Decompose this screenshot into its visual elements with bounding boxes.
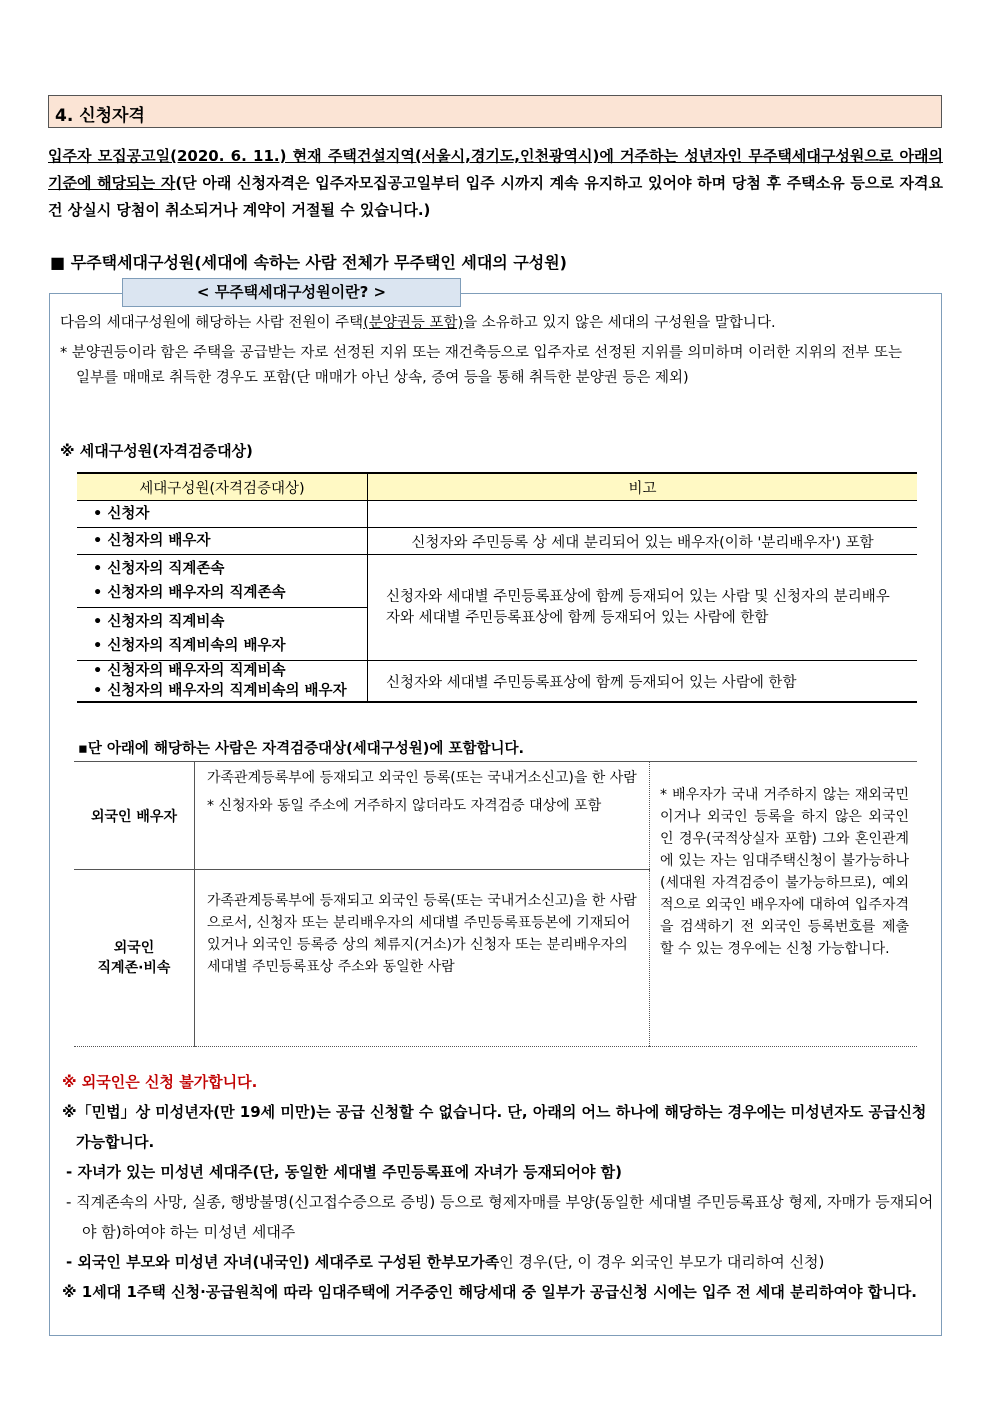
note-minor: ※「민법」상 미성년자(만 19세 미만)는 공급 신청할 수 없습니다. 단, 아래의 어느 하나에 해당하는 경우에는 미성년자도 공급신청 가능합니다. [62, 1103, 927, 1151]
household-table [77, 472, 917, 703]
table-row: • 신청자의 배우자의 직계비속 • 신청자의 배우자의 직계비속의 배우자 신청자와 세대별 주민등록표상에 함께 등재되어 있는 사람에 한함 [77, 661, 917, 703]
subheading [50, 250, 567, 273]
header-members: 세대구성원(자격검증대상) [77, 473, 368, 501]
definition-text: 다음의 세대구성원에 해당하는 사람 전원이 주택(분양권등 포함)을 소유하고 있지 않은 세대의 구성원을 말합니다. [60, 315, 776, 331]
note-foreigner: ※ 외국인은 신청 불가합니다. [62, 1073, 258, 1091]
section-title-bar [48, 95, 942, 128]
square-bullet-icon: ■ [50, 253, 66, 272]
note-case1: - 자녀가 있는 미성년 세대주(단, 동일한 세대별 주민등록표에 자녀가 등재되어야 함) [66, 1163, 623, 1181]
note-one-house: ※ 1세대 1주택 신청·공급원칙에 따라 임대주택에 거주중인 해당세대 중 일부가 공급신청 시에는 입주 전 세대 분리하여야 합니다. [62, 1283, 917, 1301]
table-row: • 신청자의 배우자 신청자와 주민등록 상 세대 분리되어 있는 배우자(이하 '분리배우자') 포함 [77, 528, 917, 555]
table-row: 외국인 배우자 가족관계등록부에 등재되고 외국인 등록(또는 국내거소신고)을 한 사람 * 신청자와 동일 주소에 거주하지 않더라도 자격검증 대상에 포함 * 배우자가 국내 거주하지 않는 재외국민이거나 외국인 등록을 하지 않은 외국인인 경우(국적상실자 포함) 그와 혼인관계에 있는 자는 임대주택신청이 불가능하나(세대원 자격검증이 불가능하므로), 예외적으로 외국인 배우자에 대하여 입주자격을 검색하기 전 외국인 등록번호를 제출할 수 있는 경우에는 신청 가능합니다. [74, 762, 917, 870]
household-title: ※ 세대구성원(자격검증대상) [60, 442, 253, 460]
intro-paragraph [48, 143, 943, 224]
table-row: 외국인 직계존·비속 가족관계등록부에 등재되고 외국인 등록(또는 국내거소신고)을 한 사람으로서, 신청자 또는 분리배우자의 세대별 주민등록표등본에 기재되어 있거나 외국인 등록증 상의 체류지(거소)가 신청자 또는 분리배우자의 세대별 주민등록표상 주소와 동일한 사람 [74, 870, 917, 1047]
table-row: • 신청자의 직계비속 • 신청자의 직계비속의 배우자 [77, 608, 917, 661]
table-row: • 신청자의 직계존속 • 신청자의 배우자의 직계존속 신청자와 세대별 주민등록표상에 함께 등재되어 있는 사람 및 신청자의 분리배우자와 세대별 주민등록표상에 함께 등재되어 있는 사람에 한함 [77, 555, 917, 608]
subheading-title: 무주택세대구성원 [70, 253, 195, 272]
presale-rights-underline: (분양권등 포함) [363, 315, 464, 331]
table-header [77, 473, 917, 501]
header-note: 비고 [368, 473, 918, 501]
subheading-desc: (세대에 속하는 사람 전체가 무주택인 세대의 구성원) [194, 253, 567, 272]
intro-condition: (단 아래 신청자격은 입주자모집공고일부터 입주 시까지 계속 유지하고 있어야 하며 당첨 후 주택소유 등으로 자격요건 상실시 당첨이 취소되거나 계약이 거절될 수 있습니다.) [48, 174, 943, 219]
notes-block [62, 1067, 934, 1307]
table-row: • 신청자 [77, 501, 917, 528]
intro-main: 입주자 모집공고일(2020. 6. 11.) 현재 주택건설지역(서울시,경기도,인천광역시)에 거주하는 성년자인 무주택세대구성원으로 아래의 기준에 해당되는 자 [48, 147, 943, 192]
definition-note: * 분양권등이라 함은 주택을 공급받는 자로 선정된 지위 또는 재건축등으로 입주자로 선정된 지위를 의미하며 이러한 지위의 전부 또는 일부를 매매로 취득한 경우도 포함(단 매매가 아닌 상속, 증여 등을 통해 취득한 분양권 등은 제외) [60, 345, 902, 386]
section-title: 4. 신청자격 [55, 106, 145, 126]
exception-title: ▪단 아래에 해당하는 사람은 자격검증대상(세대구성원)에 포함합니다. [78, 741, 525, 757]
foreign-spouse-note: * 배우자가 국내 거주하지 않는 재외국민이거나 외국인 등록을 하지 않은 외국인인 경우(국적상실자 포함) 그와 혼인관계에 있는 자는 임대주택신청이 불가능하나(세대원 자격검증이 불가능하므로), 예외적으로 외국인 배우자에 대하여 입주자격을 검색하기 전 외국인 등록번호를 제출할 수 있는 경우에는 신청 가능합니다. [650, 762, 918, 1047]
foreigner-table [74, 761, 917, 1047]
note-case3: - 외국인 부모와 미성년 자녀(내국인) 세대주로 구성된 한부모가족인 경우(단, 이 경우 외국인 부모가 대리하여 신청) [66, 1253, 825, 1271]
note-case2: - 직계존속의 사망, 실종, 행방불명(신고접수증으로 증빙) 등으로 형제자매를 부양(동일한 세대별 주민등록표상 형제, 자매가 등재되어야 함)하여야 하는 미성년 세대주 [66, 1193, 934, 1241]
definition-tag: < 무주택세대구성원이란? > [122, 278, 461, 307]
